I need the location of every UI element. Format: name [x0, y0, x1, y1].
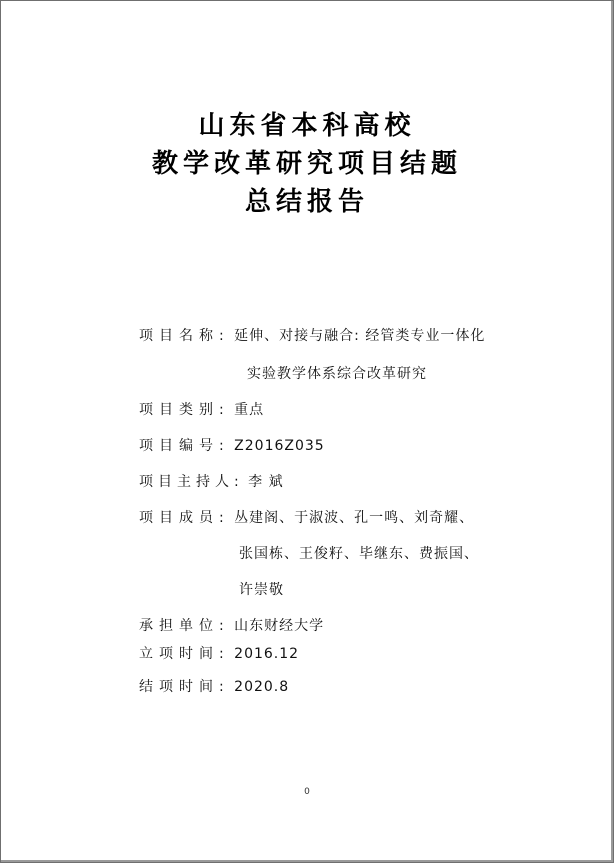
field-value: Z2016Z035: [234, 438, 325, 454]
field-label: 项目主持人:: [139, 474, 244, 490]
field-project-host: [139, 472, 284, 492]
field-value: 2020.8: [234, 679, 290, 695]
field-project-name-cont: 实验教学体系综合改革研究: [247, 366, 427, 382]
field-value: 延伸、对接与融合: 经管类专业一体化: [234, 328, 486, 344]
field-label: 立项时间:: [139, 646, 230, 662]
title-line-2: 教学改革研究项目结题: [151, 149, 462, 179]
field-project-members-cont-2: 许崇敬: [239, 582, 284, 598]
title-line-3: 总结报告: [244, 187, 369, 217]
field-value: 2016.12: [234, 646, 300, 662]
field-project-members: [139, 508, 474, 528]
field-label: 项目类别:: [139, 402, 230, 418]
field-value: 李 斌: [248, 474, 284, 490]
field-project-name: [139, 326, 485, 346]
field-value: 重点: [234, 402, 265, 418]
field-value: 丛建阁、于淑波、孔一鸣、刘奇耀、: [234, 510, 475, 526]
field-project-category: [139, 400, 264, 420]
field-project-number: [139, 436, 325, 456]
field-value: 山东财经大学: [234, 618, 325, 634]
field-project-members-cont-1: 张国栋、王俊籽、毕继东、费振国、: [239, 546, 479, 562]
field-label: 项目名称:: [139, 328, 230, 344]
field-label: 承担单位:: [139, 618, 230, 634]
field-label: 项目成员:: [139, 510, 230, 526]
field-end-time: [139, 677, 289, 697]
report-title: [0, 107, 614, 221]
title-line-1: 山东省本科高校: [198, 111, 416, 141]
page-number: 0: [304, 787, 310, 797]
field-undertaking-unit: [139, 616, 324, 636]
field-label: 项目编号:: [139, 438, 230, 454]
field-label: 结项时间:: [139, 679, 230, 695]
field-start-time: [139, 644, 299, 664]
